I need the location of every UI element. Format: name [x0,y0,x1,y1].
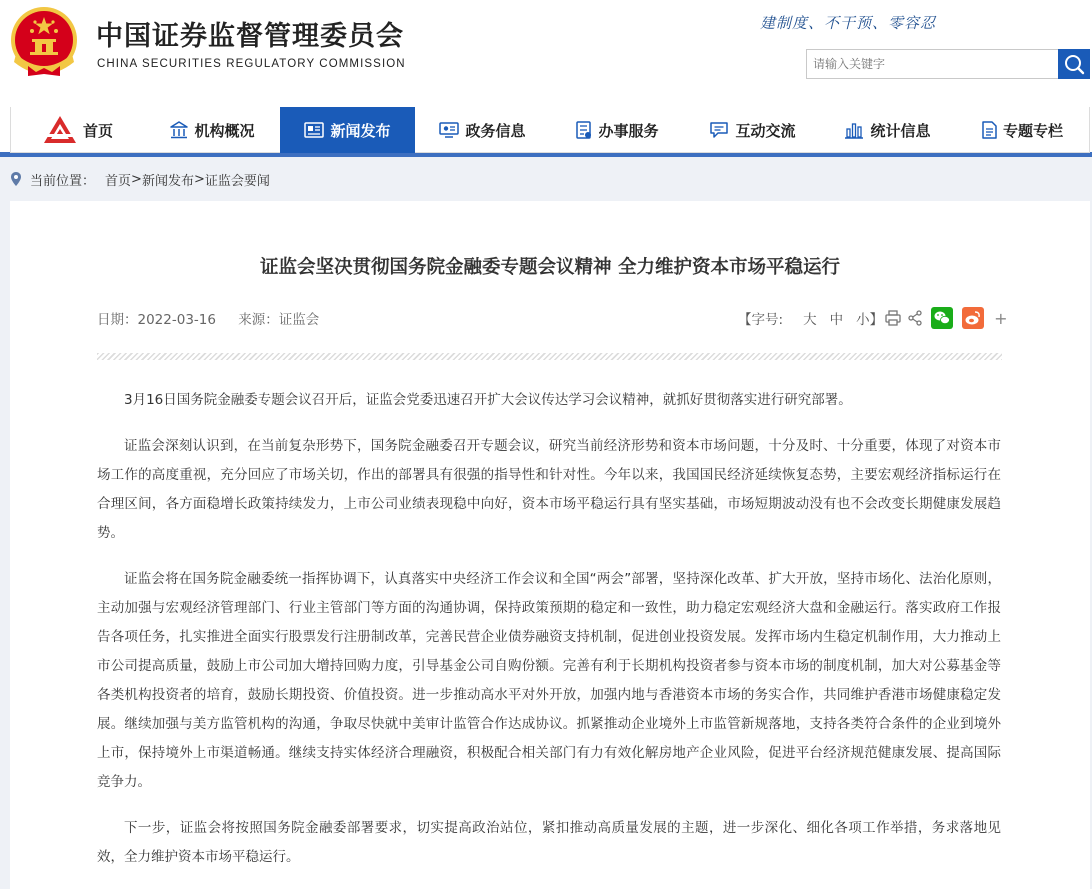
nav-label: 互动交流 [735,121,796,140]
article-source: 证监会 [278,312,320,328]
breadcrumb-link-home[interactable]: 首页 [105,173,132,189]
nav-label: 机构概况 [194,121,255,140]
org-name-en: CHINA SECURITIES REGULATORY COMMISSION [97,58,406,70]
search-button[interactable] [1058,49,1090,79]
article-paragraph: 3月16日国务院金融委专题会议召开后，证监会党委迅速召开扩大会议传达学习会议精神，就抓好贯彻落实进行研究部署。 [124,392,852,408]
print-icon[interactable] [885,310,901,326]
breadcrumb-separator: > [193,171,205,187]
search-input[interactable] [806,49,1059,79]
breadcrumb-separator: > [131,171,142,187]
nav-item-news[interactable] [280,107,415,153]
breadcrumb-link-csrc-news[interactable]: 证监会要闻 [204,173,270,189]
nav-label: 新闻发布 [330,121,391,140]
search-icon [1063,53,1085,75]
nav-item-service[interactable] [550,107,685,153]
nav-item-statistics[interactable] [820,107,955,153]
font-size-medium-button[interactable]: 中 [829,312,844,328]
article-title: 证监会坚决贯彻国务院金融委专题会议精神 全力维护资本市场平稳运行 [260,257,840,278]
nav-item-topics[interactable] [955,107,1089,153]
article-date: 2022-03-16 [137,312,216,328]
source-label: 来源： [238,312,279,328]
share-icon[interactable] [907,310,923,326]
nav-label: 政务信息 [465,121,526,140]
location-pin-icon [10,171,22,187]
institution-building-icon [170,121,188,139]
government-info-icon [439,122,459,138]
news-icon [304,122,324,138]
article-paragraph: 证监会将在国务院金融委统一指挥协调下，认真落实中央经济工作会议和全国“两会”部署，坚持深化改革、扩大开放，坚持市场化、法治化原则，主动加强与宏观经济管理部门、行业主管部门等方面的沟通协调，保持政策预期的稳定和一致性，助力稳定宏观经济大盘和金融运行。落实政府工作报告各项任务，扎实推进全面实行股票发行注册制改革，完善民营企业债券融资支持机制，促进创业投资发展。发挥市场内生稳定机制作用，大力推动上市公司提高质量，鼓励上市公司加大增持回购力度，引导基金公司自购份额。完善有利于长期机构投资者参与资本市场的制度机制，加大对公募基金等各类机构投资者的培育，鼓励长期投资、价值投资。进一步推动高水平对外开放，加强内地与香港资本市场的务实合作，共同维护香港市场健康稳定发展。继续加强与美方监管机构的沟通，争取尽快就中美审计监管合作达成协议。抓紧推动企业境外上市监管新规落地，支持各类符合条件的企业到境外上市，保持境外上市渠道畅通。继续支持实体经济合理融资，积极配合相关部门有力有效化解房地产企业风险，促进平台经济规范健康发展、提高国际竞争力。 [97,571,1001,790]
article-container [10,201,1090,889]
nav-label: 统计信息 [870,121,931,140]
chat-bubble-icon [709,121,729,139]
article-paragraph: 证监会深刻认识到，在当前复杂形势下，国务院金融委召开专题会议，研究当前经济形势和资本市场问题，十分及时、十分重要，体现了对资本市场工作的高度重视，充分回应了市场关切，作出的部署具有很强的指导性和针对性。今年以来，我国国民经济延续恢复态势，主要宏观经济指标运行在合理区间，各方面稳增长政策持续发力，上市公司业绩表现稳中向好，资本市场平稳运行具有坚实基础，市场短期波动没有也不会改变长期健康发展趋势。 [97,438,1001,541]
org-name-cn: 中国证券监督管理委员会 [96,21,404,52]
wechat-share-icon[interactable] [931,307,953,329]
nav-label: 办事服务 [598,121,659,140]
article-body [97,386,1001,889]
nav-item-interaction[interactable] [685,107,820,153]
article-paragraph: 下一步，证监会将按照国务院金融委部署要求，切实提高政治站位，紧扣推动高质量发展的主题，进一步深化、细化各项工作举措，务求落地见效，全力维护资本市场平稳运行。 [97,820,1001,865]
date-label: 日期： [97,312,138,328]
home-logo-icon [43,115,77,145]
breadcrumb-prefix: 当前位置： [30,173,96,189]
font-size-small-button[interactable]: 小 [856,312,870,328]
nav-item-home[interactable] [11,107,145,153]
font-size-large-button[interactable]: 大 [803,312,817,328]
nav-label: 专题专栏 [1002,121,1063,140]
weibo-share-icon[interactable] [962,307,984,329]
article-meta [97,308,319,328]
bar-chart-icon [844,121,864,139]
font-size-label: 【字号: [738,312,784,328]
more-share-button[interactable]: + [994,308,1008,328]
national-emblem-icon[interactable] [8,6,80,86]
article-tools [738,306,1007,330]
breadcrumb-link-news[interactable]: 新闻发布 [141,173,194,189]
title-divider [97,353,1002,360]
nav-item-government-info[interactable] [415,107,550,153]
main-nav [10,107,1090,153]
nav-item-institution[interactable] [145,107,280,153]
service-document-icon [576,121,592,139]
slogan: 建制度、不干预、零容忍 [760,14,937,32]
nav-label: 首页 [82,121,113,140]
topic-document-icon [981,121,997,139]
site-header [0,0,1092,107]
breadcrumb [0,165,1092,193]
font-size-close: 】 [869,312,884,328]
